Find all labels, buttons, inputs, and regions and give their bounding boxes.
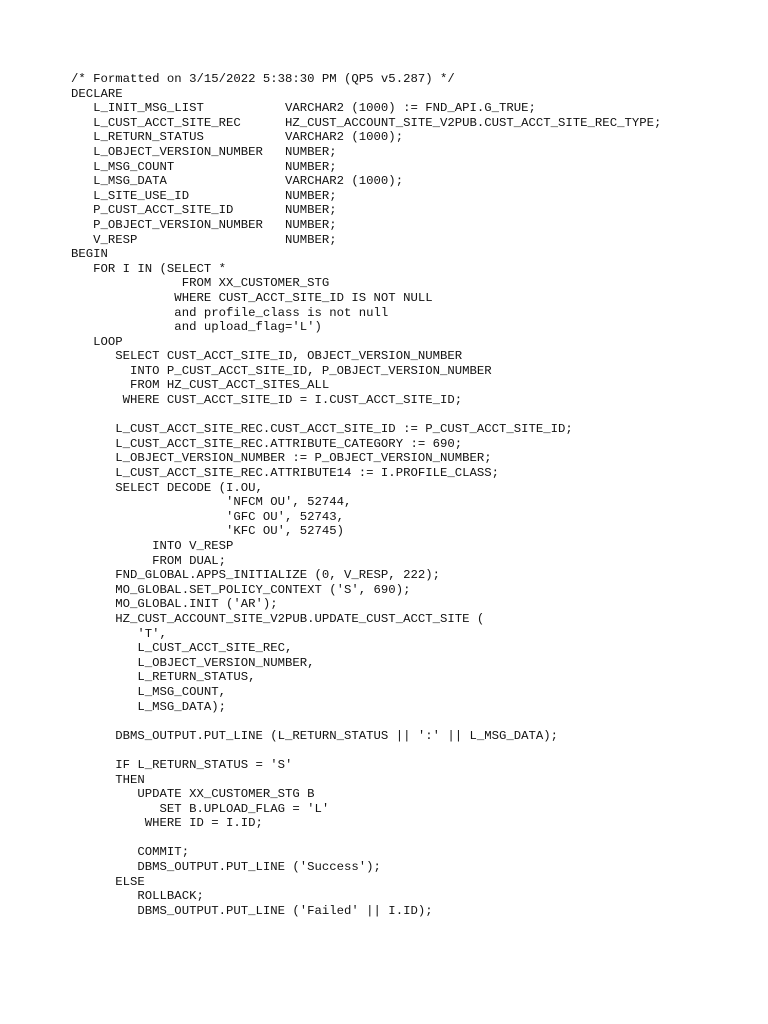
code-line: and upload_flag='L') <box>71 320 322 335</box>
code-line: DBMS_OUTPUT.PUT_LINE ('Failed' || I.ID); <box>71 903 433 918</box>
code-line: FROM HZ_CUST_ACCT_SITES_ALL <box>71 378 330 393</box>
code-line: BEGIN <box>71 247 108 262</box>
code-line: L_CUST_ACCT_SITE_REC.ATTRIBUTE14 := I.PROFILE_CLASS; <box>71 466 500 481</box>
code-line: 'T', <box>71 626 167 641</box>
code-line: ELSE <box>71 874 145 889</box>
code-line: SET B.UPLOAD_FLAG = 'L' <box>71 801 330 816</box>
code-line: L_MSG_DATA); <box>71 699 226 714</box>
code-line: DBMS_OUTPUT.PUT_LINE (L_RETURN_STATUS || ':' || L_MSG_DATA); <box>71 728 559 743</box>
code-line: MO_GLOBAL.INIT ('AR'); <box>71 597 278 612</box>
code-line: COMMIT; <box>71 845 190 860</box>
code-line: SELECT DECODE (I.OU, <box>71 480 263 495</box>
code-line: L_INIT_MSG_LIST VARCHAR2 (1000) := FND_API.G_TRUE; <box>71 101 536 116</box>
code-line: 'NFCM OU', 52744, <box>71 495 352 510</box>
code-line: THEN <box>71 772 145 787</box>
code-line: V_RESP NUMBER; <box>71 232 337 247</box>
code-line: HZ_CUST_ACCOUNT_SITE_V2PUB.UPDATE_CUST_ACCT_SITE ( <box>71 611 485 626</box>
code-line: DBMS_OUTPUT.PUT_LINE ('Success'); <box>71 860 381 875</box>
code-line: L_SITE_USE_ID NUMBER; <box>71 188 337 203</box>
code-line: UPDATE XX_CUSTOMER_STG B <box>71 787 315 802</box>
sql-code-block <box>71 72 661 918</box>
code-line: P_CUST_ACCT_SITE_ID NUMBER; <box>71 203 337 218</box>
code-line: L_MSG_DATA VARCHAR2 (1000); <box>71 174 404 189</box>
code-line: L_OBJECT_VERSION_NUMBER NUMBER; <box>71 144 337 159</box>
code-line: IF L_RETURN_STATUS = 'S' <box>71 757 293 772</box>
code-line: INTO P_CUST_ACCT_SITE_ID, P_OBJECT_VERSION_NUMBER <box>71 363 492 378</box>
code-line: L_CUST_ACCT_SITE_REC.ATTRIBUTE_CATEGORY := 690; <box>71 436 463 451</box>
code-line: WHERE CUST_ACCT_SITE_ID IS NOT NULL <box>71 290 433 305</box>
code-line: DECLARE <box>71 86 123 101</box>
code-line: L_OBJECT_VERSION_NUMBER, <box>71 655 315 670</box>
code-line: L_CUST_ACCT_SITE_REC, <box>71 641 293 656</box>
code-line: INTO V_RESP <box>71 539 234 553</box>
code-line: L_CUST_ACCT_SITE_REC.CUST_ACCT_SITE_ID := P_CUST_ACCT_SITE_ID; <box>71 422 573 437</box>
blank-line <box>71 831 661 846</box>
code-line: L_OBJECT_VERSION_NUMBER := P_OBJECT_VERSION_NUMBER; <box>71 451 492 466</box>
code-line: FROM DUAL; <box>71 553 226 568</box>
code-line: L_MSG_COUNT NUMBER; <box>71 159 337 174</box>
blank-line <box>71 743 661 758</box>
code-line: L_RETURN_STATUS VARCHAR2 (1000); <box>71 130 404 145</box>
code-line: and profile_class is not null <box>71 305 389 320</box>
code-line: L_CUST_ACCT_SITE_REC HZ_CUST_ACCOUNT_SITE_V2PUB.CUST_ACCT_SITE_REC_TYPE; <box>71 115 662 130</box>
code-line: FROM XX_CUSTOMER_STG <box>71 276 330 291</box>
blank-line <box>71 408 661 423</box>
code-line: L_MSG_COUNT, <box>71 684 226 699</box>
code-line: 'GFC OU', 52743, <box>71 509 345 524</box>
blank-line <box>71 714 661 729</box>
code-line: LOOP <box>71 334 123 349</box>
code-line: WHERE ID = I.ID; <box>71 816 263 831</box>
code-line: FND_GLOBAL.APPS_INITIALIZE (0, V_RESP, 222); <box>71 568 440 583</box>
code-line: MO_GLOBAL.SET_POLICY_CONTEXT ('S', 690); <box>71 582 411 597</box>
code-line: SELECT CUST_ACCT_SITE_ID, OBJECT_VERSION_NUMBER <box>71 349 463 364</box>
code-line: ROLLBACK; <box>71 889 204 904</box>
code-line: /* Formatted on 3/15/2022 5:38:30 PM (QP5 v5.287) */ <box>71 72 455 86</box>
code-line: L_RETURN_STATUS, <box>71 670 256 685</box>
code-line: 'KFC OU', 52745) <box>71 524 345 539</box>
code-line: P_OBJECT_VERSION_NUMBER NUMBER; <box>71 217 337 232</box>
code-line: WHERE CUST_ACCT_SITE_ID = I.CUST_ACCT_SITE_ID; <box>71 393 463 408</box>
code-line: FOR I IN (SELECT * <box>71 261 226 276</box>
